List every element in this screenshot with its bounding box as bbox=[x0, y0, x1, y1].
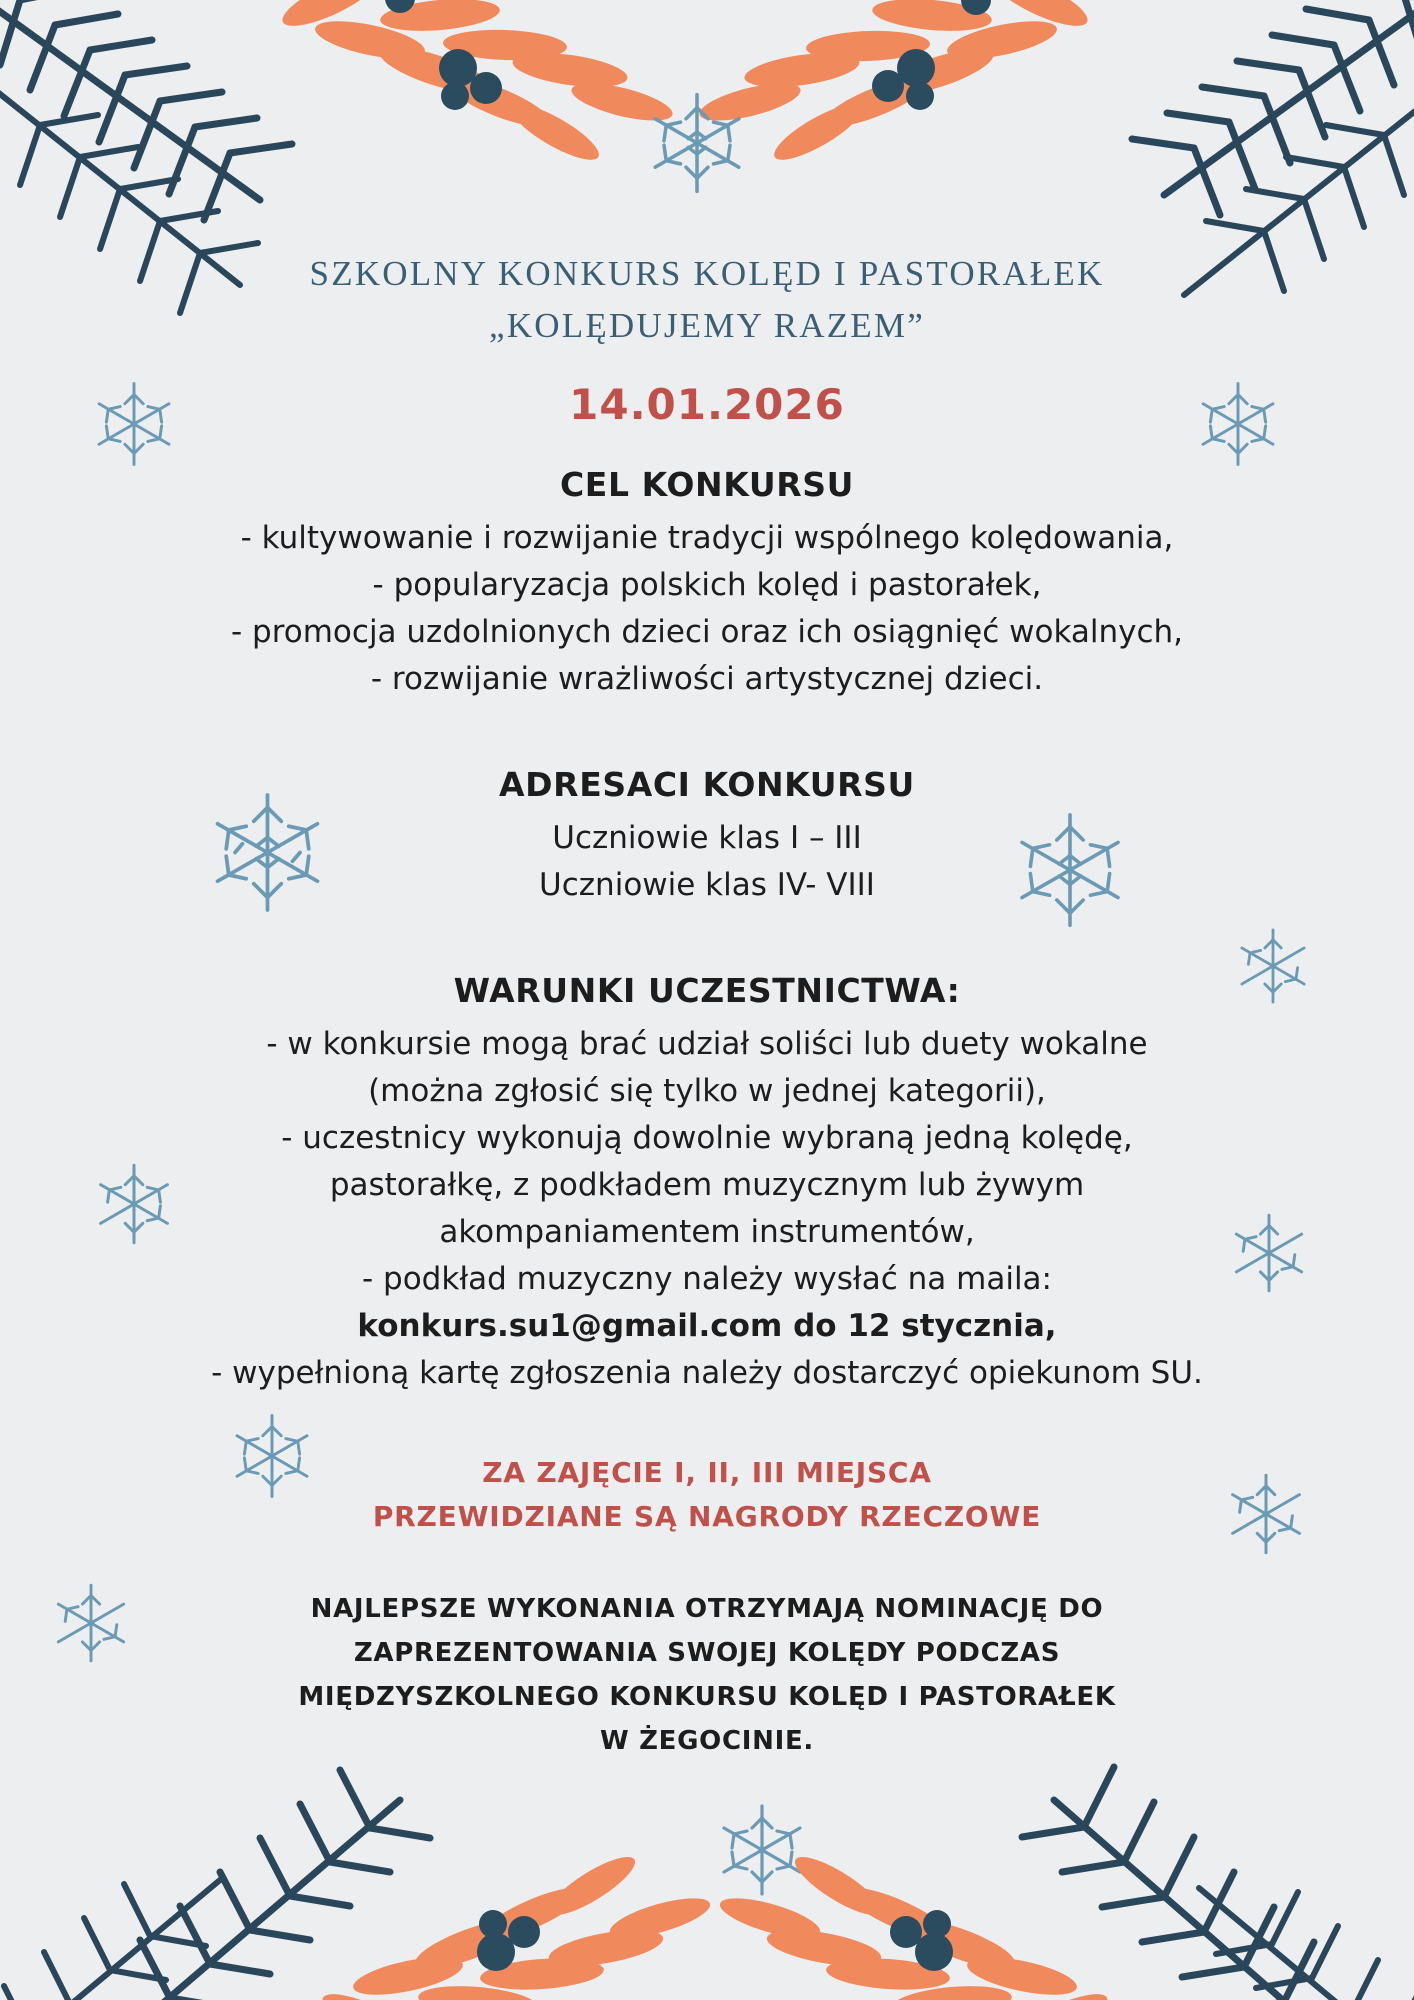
nomination-note bbox=[0, 1587, 1414, 1763]
pine-branch-bottom-right-2-icon bbox=[1084, 1790, 1414, 2000]
event-date: 14.01.2026 bbox=[569, 380, 845, 429]
leaf-spray-bottom-left-icon bbox=[300, 1810, 730, 2000]
title-line-2: „KOLĘDUJEMY RAZEM” bbox=[489, 306, 925, 345]
leaf-spray-bottom-right-icon bbox=[700, 1810, 1130, 2000]
section-adresaci-konkursu bbox=[0, 763, 1414, 909]
page-title bbox=[0, 0, 1414, 352]
nomination-line: ZAPREZENTOWANIA SWOJEJ KOLĘDY PODCZAS bbox=[353, 1638, 1061, 1668]
section-heading: CEL KONKURSU bbox=[559, 465, 854, 504]
pine-branch-bottom-right-icon bbox=[944, 1740, 1354, 2000]
body-line: - promocja uzdolnionych dzieci oraz ich osiągnięć wokalnych, bbox=[230, 614, 1183, 650]
body-line: Uczniowie klas I – III bbox=[552, 820, 862, 856]
body-line: - podkład muzyczny należy wysłać na maila: bbox=[362, 1261, 1052, 1297]
nomination-line: MIĘDZYSZKOLNEGO KONKURSU KOLĘD I PASTORAŁEK bbox=[298, 1682, 1116, 1712]
section-heading: ADRESACI KONKURSU bbox=[499, 765, 915, 804]
spacer bbox=[0, 909, 1414, 935]
body-line: Uczniowie klas IV- VIII bbox=[539, 867, 875, 903]
body-line: (można zgłosić się tylko w jednej kategorii), bbox=[368, 1073, 1046, 1109]
contact-email-line: konkurs.su1@gmail.com do 12 stycznia, bbox=[357, 1308, 1057, 1344]
body-line: - popularyzacja polskich kolęd i pastorałek, bbox=[372, 567, 1042, 603]
body-line: - kultywowanie i rozwijanie tradycji wspólnego kolędowania, bbox=[240, 520, 1174, 556]
prizes-note bbox=[0, 1451, 1414, 1539]
prizes-line: PRZEWIDZIANE SĄ NAGRODY RZECZOWE bbox=[372, 1500, 1042, 1533]
body-line: akompaniamentem instrumentów, bbox=[439, 1214, 975, 1250]
title-line-1: SZKOLNY KONKURS KOLĘD I PASTORAŁEK bbox=[309, 254, 1105, 293]
body-line: - wypełnioną kartę zgłoszenia należy dostarczyć opiekunom SU. bbox=[211, 1355, 1203, 1391]
section-body bbox=[0, 1021, 1414, 1397]
snowflake-icon bbox=[712, 1800, 812, 1900]
body-line: - w konkursie mogą brać udział soliści lub duety wokalne bbox=[266, 1026, 1148, 1062]
section-cel-konkursu bbox=[0, 463, 1414, 703]
prizes-line: ZA ZAJĘCIE I, II, III MIEJSCA bbox=[482, 1456, 932, 1489]
nomination-line: W ŻEGOCINIE. bbox=[599, 1726, 814, 1756]
section-heading: WARUNKI UCZESTNICTWA: bbox=[453, 971, 961, 1010]
pine-branch-bottom-left-2-icon bbox=[0, 1790, 330, 2000]
section-body bbox=[0, 515, 1414, 703]
body-line: - uczestnicy wykonują dowolnie wybraną jedną kolędę, bbox=[281, 1120, 1133, 1156]
body-line: - rozwijanie wrażliwości artystycznej dzieci. bbox=[370, 661, 1044, 697]
section-body bbox=[0, 815, 1414, 909]
nomination-line: NAJLEPSZE WYKONANIA OTRZYMAJĄ NOMINACJĘ DO bbox=[310, 1594, 1104, 1624]
body-line: pastorałkę, z podkładem muzycznym lub żywym bbox=[329, 1167, 1085, 1203]
section-warunki-uczestnictwa bbox=[0, 969, 1414, 1397]
spacer bbox=[0, 703, 1414, 729]
pine-branch-bottom-left-icon bbox=[100, 1740, 500, 2000]
